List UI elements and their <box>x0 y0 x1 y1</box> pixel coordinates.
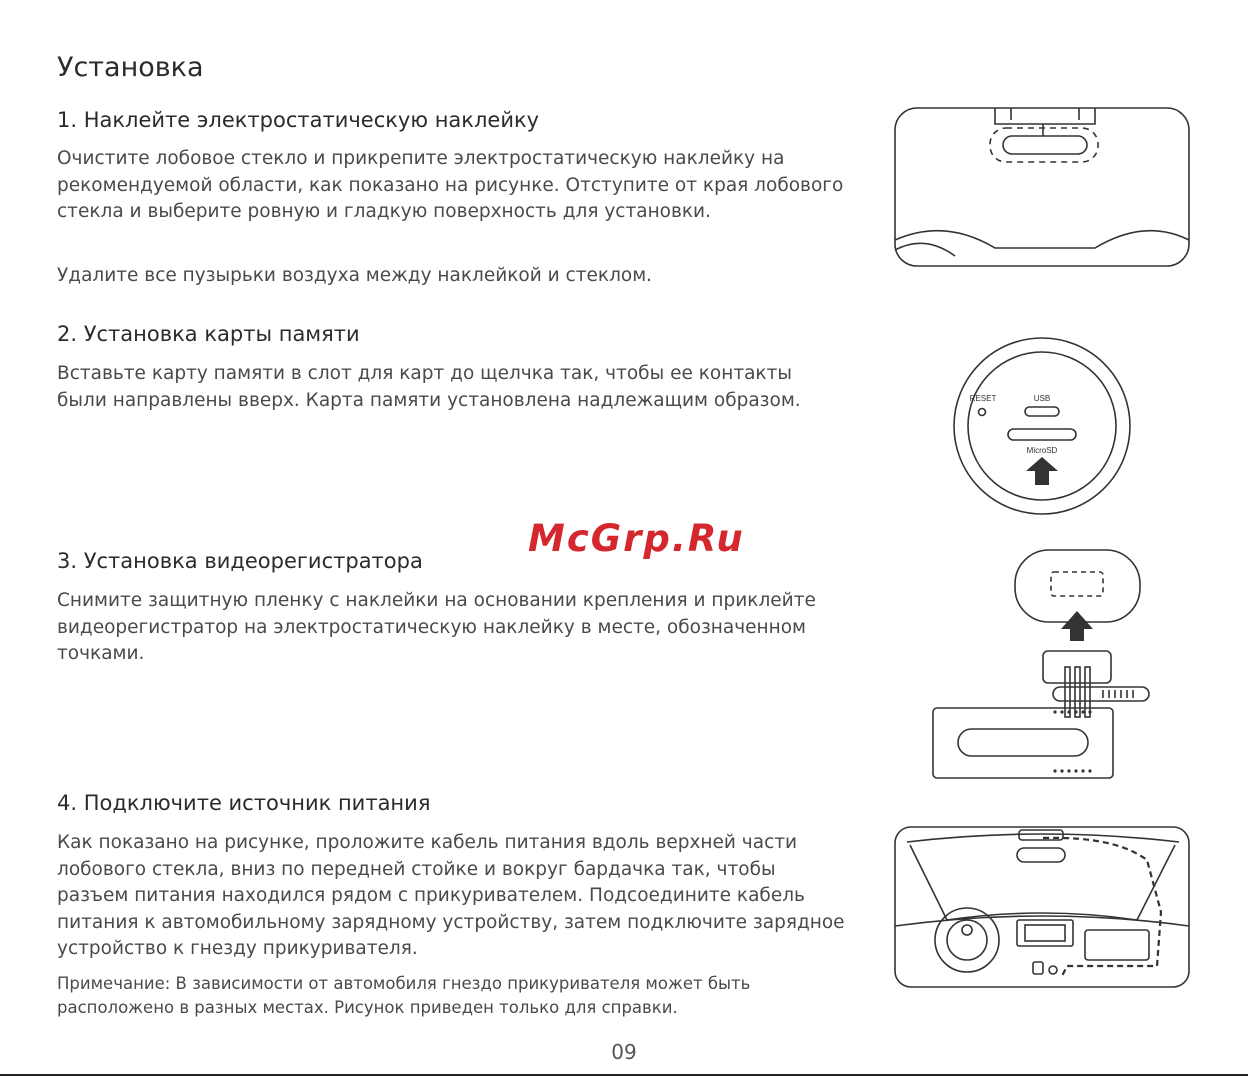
microsd-label: MicroSD <box>1026 446 1058 455</box>
section-4-heading: 4. Подключите источник питания <box>57 791 431 815</box>
section-1-paragraph-1: Очистите лобовое стекло и прикрепите электростатическую наклейку на рекомендуемой области, как показано на рисунке. Отступите от края лобового стекла и выберите ровную и гладкую поверхность для установки. <box>57 148 844 222</box>
section-3-heading: 3. Установка видеорегистратора <box>57 549 423 573</box>
watermark: McGrp.Ru <box>528 517 745 560</box>
reset-label: RESET <box>969 394 997 403</box>
sticker-plate <box>1015 550 1140 622</box>
usb-port <box>1025 407 1059 416</box>
rear-mirror <box>1017 848 1065 862</box>
microsd-slot <box>1008 429 1076 440</box>
glove-box <box>1085 930 1149 960</box>
reset-button <box>979 409 986 416</box>
pillars <box>910 845 1175 920</box>
mount-arm <box>1065 667 1070 717</box>
section-2-heading: 2. Установка карты памяти <box>57 322 360 346</box>
mount-dots-bottom <box>1053 769 1091 772</box>
mount-dots-top <box>1053 710 1091 713</box>
dashcam-mount-illustration <box>925 545 1160 780</box>
section-1-heading: 1. Наклейте электростатическую наклейку <box>57 108 540 132</box>
device-outer-circle <box>954 338 1130 514</box>
dashboard-line <box>895 231 1189 248</box>
section-1-paragraph-2: Удалите все пузырьки воздуха между наклейкой и стеклом. <box>57 265 653 286</box>
section-2-paragraph: Вставьте карту памяти в слот для карт до щелчка так, чтобы ее контакты были направлены вверх. Карта памяти установлена надлежащим образом. <box>57 363 801 411</box>
section-4-note: Примечание: В зависимости от автомобиля гнездо прикуривателя может быть расположено в разных местах. Рисунок приведен только для справки. <box>57 974 751 1017</box>
sticker-dashed-area <box>990 128 1098 162</box>
dashcam-body <box>933 708 1113 778</box>
mount-target-dashed <box>1051 572 1103 596</box>
usb-label: USB <box>1033 394 1051 403</box>
mount-bar <box>1053 687 1149 701</box>
page-title: Установка <box>57 52 204 83</box>
section-4-paragraph: Как показано на рисунке, проложите кабель питания вдоль верхней части лобового стекла, вниз по передней стойке и вокруг бардачка так, чтобы разъем питания находился рядом с прикуривателем. Подсоедините кабель питания к автомобильному зарядному устройству, затем подключите зарядное устройство к гнезду прикуривателя. <box>57 832 845 959</box>
page-number: 09 <box>611 1040 637 1064</box>
cigarette-lighter-socket <box>1049 966 1057 974</box>
dashcam-lens-strip <box>958 729 1088 756</box>
charger-plug <box>1033 962 1043 974</box>
insert-arrow-icon <box>1026 457 1058 485</box>
mount-arrow-icon <box>1061 611 1093 641</box>
power-cable-illustration <box>885 820 1200 995</box>
mirror-base <box>1003 136 1087 154</box>
section-3-paragraph: Снимите защитную пленку с наклейки на основании крепления и приклейте видеорегистратор на электростатическую наклейку в месте, обозначенном точками. <box>57 590 816 664</box>
mirror-mount-top <box>995 108 1095 124</box>
memory-card-illustration <box>945 335 1140 517</box>
windshield-sticker-illustration <box>885 100 1200 275</box>
bottom-rule <box>0 1074 1248 1076</box>
windshield-outline <box>895 108 1189 266</box>
